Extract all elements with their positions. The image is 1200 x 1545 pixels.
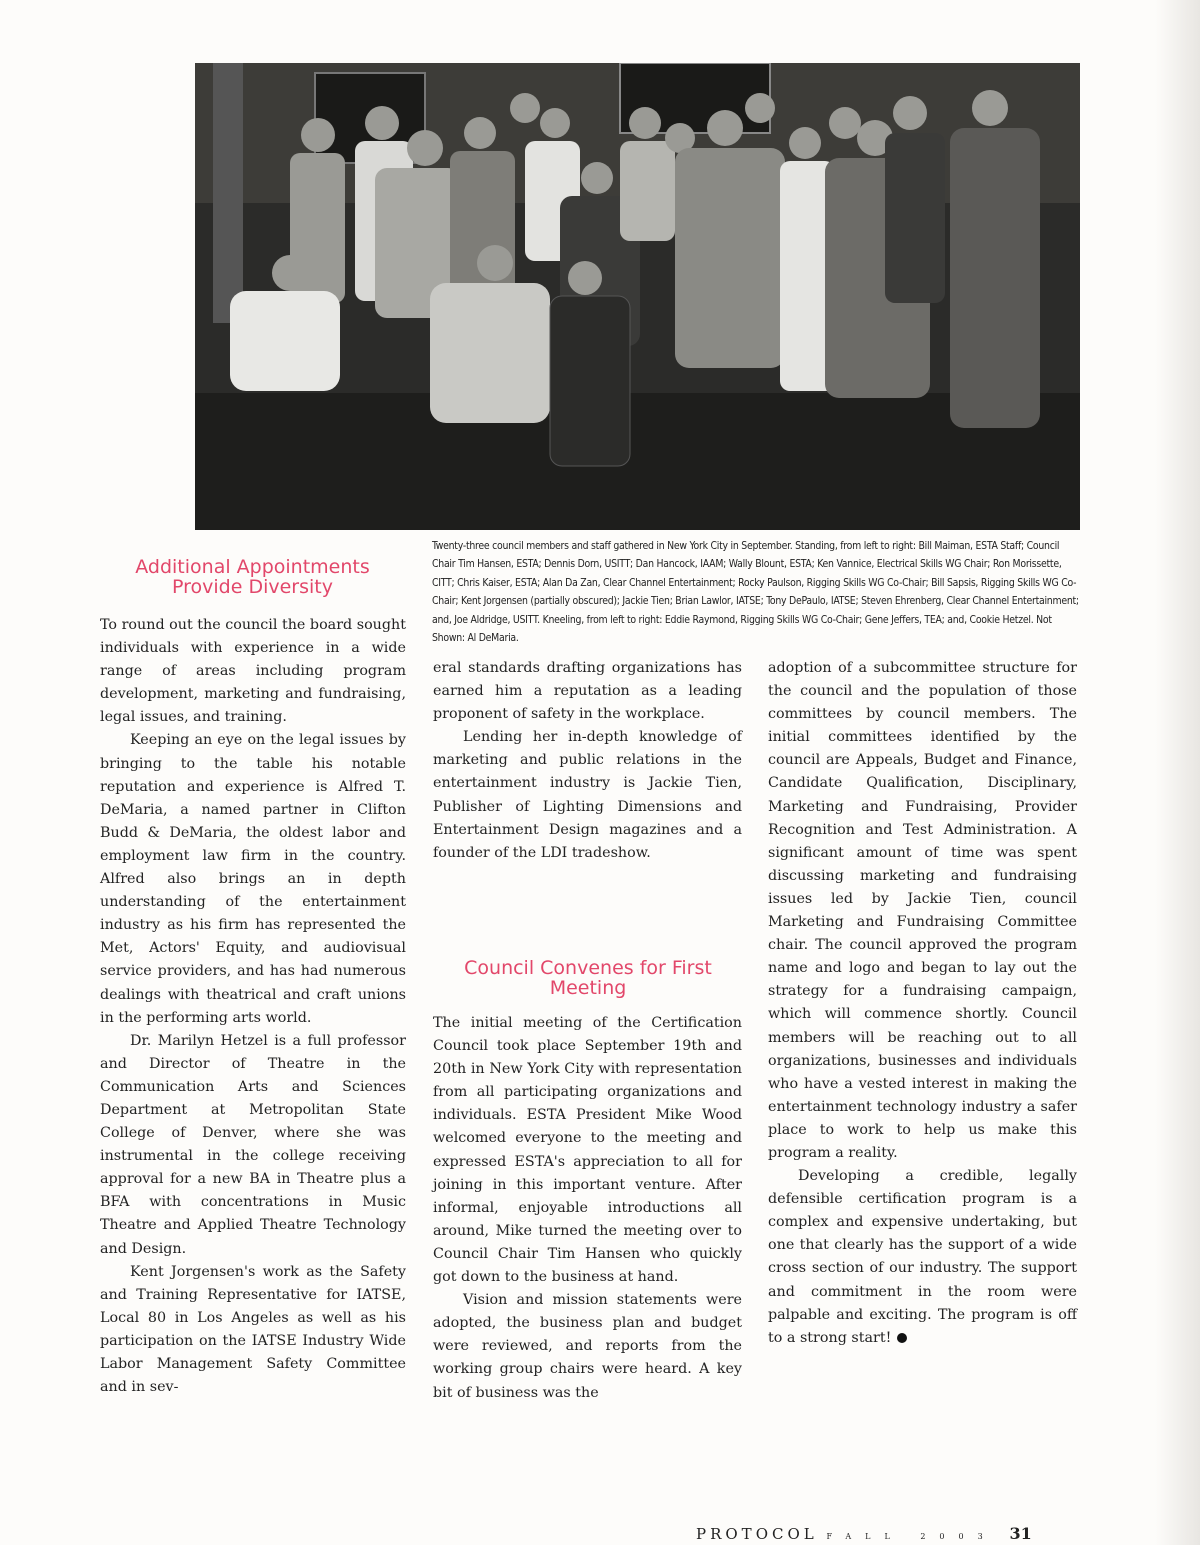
paragraph: Dr. Marilyn Hetzel is a full professor and Director of Theatre in the Communication Arts and Sciences Department at Metropolitan State College of Denver, where she was instrumental in the college receiving approval for a new BA in Theatre plus a BFA with concentrations in Music Theatre and Applied Theatre Technology and Design.	[100, 1032, 406, 1257]
paragraph: Keeping an eye on the legal issues by bringing to the table his notable reputation and experience is Alfred T. DeMaria, a named partner in Clifton Budd & DeMaria, the oldest labor and employment law firm in the country. Alfred also brings an in depth understanding of the entertainment industry as his firm has represented the Met, Actors' Equity, and audiovisual service providers, and has had numerous dealings with theatrical and craft unions in the performing arts world.	[100, 732, 406, 1026]
paragraph: The initial meeting of the Certification Council took place September 19th and 20th in New York City with representation from all participating organizations and individuals. ESTA President Mike Wood welcomed everyone to the meeting and expressed ESTA's appreciation to all for joining in this important venture. After informal, enjoyable introductions all around, Mike turned the meeting over to Council Chair Tim Hansen who quickly got down to the business at hand.	[433, 1015, 742, 1286]
paragraph: To round out the council the board sought individuals with experience in a wide range of areas including program development, marketing and fundraising, legal issues, and training.	[100, 617, 406, 726]
section-heading-council-convenes: Council Convenes for First Meeting	[464, 957, 712, 999]
section-heading-appointments: Additional Appointments Provide Diversity	[135, 556, 370, 598]
group-photo	[195, 63, 1080, 530]
paragraph: Vision and mission statements were adopted, the business plan and budget were reviewed, and reports from the working group chairs were heard. A key bit of business was the	[433, 1292, 742, 1401]
issue-season: FALL 2003	[826, 1532, 997, 1541]
paragraph: eral standards drafting organizations has earned him a reputation as a leading proponent of safety in the workplace.	[433, 660, 742, 723]
page-footer	[696, 1524, 1032, 1543]
paragraph	[768, 1165, 1077, 1350]
article-column-3	[768, 657, 1077, 1350]
magazine-name: PROTOCOL	[696, 1525, 818, 1543]
end-mark-icon	[897, 1333, 907, 1343]
paragraph: adoption of a subcommittee structure for the council and the population of those committees by council members. The initial committees identified by the council are Appeals, Budget and Finance, Candidate Qualification, Disciplinary, Marketing and Fundraising, Provider Recognition and Test Administration. A significant amount of time was spent discussing marketing and fundraising issues led by Jackie Tien, council Marketing and Fundraising Committee chair. The council approved the program name and logo and began to lay out the strategy for a fundraising campaign, which will commence shortly. Council members will be reaching out to all organizations, businesses and individuals who have a vested interest in making the entertainment technology industry a safer place to work to help us make this program a reality.	[768, 660, 1077, 1161]
page-edge-shadow	[1155, 0, 1200, 1545]
paragraph-text: Developing a credible, legally defensible certification program is a complex and expensive undertaking, but one that clearly has the support of a wide cross section of our industry. The support and commitment in the room were palpable and exciting. The program is off to a strong start!	[768, 1168, 1077, 1346]
article-column-1	[100, 614, 406, 1399]
paragraph: Kent Jorgensen's work as the Safety and Training Representative for IATSE, Local 80 in Los Angeles as well as his participation on the IATSE Industry Wide Labor Management Safety Committee and in sev-	[100, 1263, 406, 1396]
article-column-2	[433, 657, 742, 865]
photo-caption: Twenty-three council members and staff gathered in New York City in September. Standing, from left to right: Bill Maiman, ESTA Staff; Council Chair Tim Hansen, ESTA; Dennis Dorn, USITT; Dan Hancock, IAAM; Wally Blount, ESTA; Ken Vannice, Electrical Skills WG Chair; Ron Morissette, CITT; Chris Kaiser, ESTA; Alan Da Zan, Clear Channel Entertainment; Rocky Paulson, Rigging Skills WG Co-Chair; Bill Sapsis, Rigging Skills WG Co-Chair; Kent Jorgensen (partially obscured); Jackie Tien; Brian Lawlor, IATSE; Tony DePaulo, IATSE; Steven Ehrenberg, Clear Channel Entertainment; and, Joe Aldridge, USITT. Kneeling, from left to right: Eddie Raymond, Rigging Skills WG Co-Chair; Gene Jeffers, TEA; and, Cookie Hetzel. Not Shown: Al DeMaria.	[432, 540, 1079, 645]
page-number: 31	[1009, 1524, 1032, 1543]
article-column-2-continued	[433, 1012, 742, 1405]
paragraph: Lending her in-depth knowledge of marketing and public relations in the entertainment industry is Jackie Tien, Publisher of Lighting Dimensions and Entertainment Design magazines and a founder of the LDI tradeshow.	[433, 729, 742, 861]
group-photo-illustration	[195, 63, 1080, 530]
